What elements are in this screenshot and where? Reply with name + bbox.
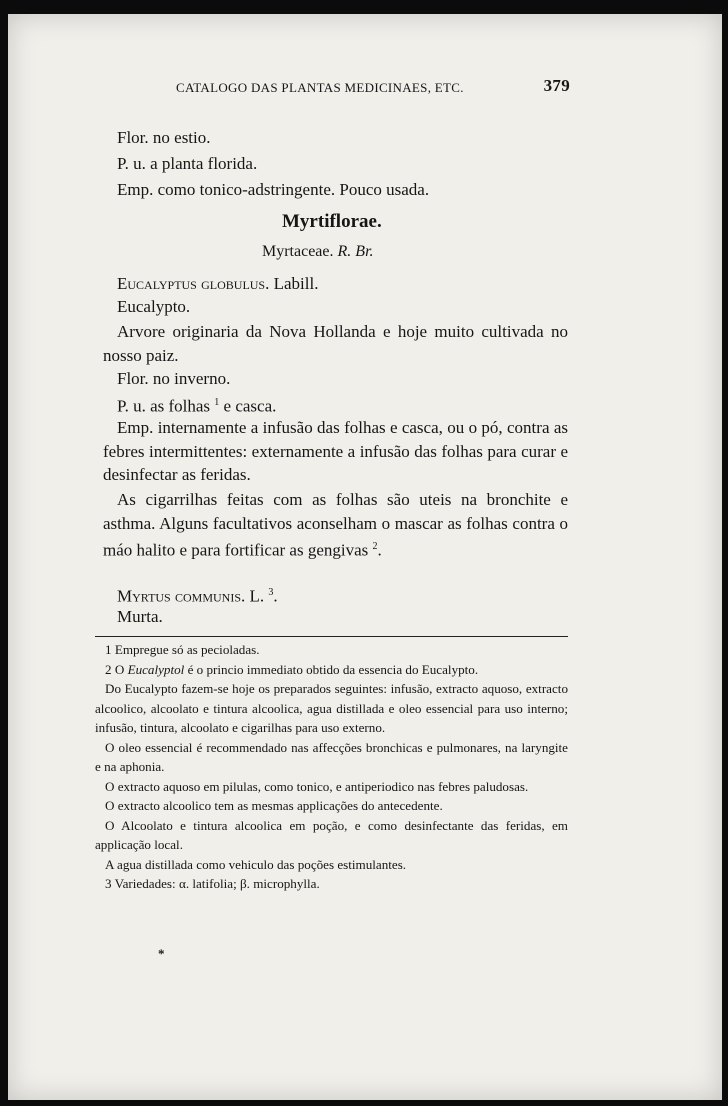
use-paragraph: Emp. internamente a infusão das folhas e casca, ou o pó, contra as febres intermittentes: externamente a infusão das folhas para curar e desinfectar as feridas.	[103, 418, 568, 484]
page-number: 379	[543, 76, 570, 95]
parts-used-line: P. u. a planta florida.	[117, 154, 258, 173]
footnote-paragraph: O extracto aquoso em pilulas, como tonico, e antiperiodico nas febres paludosas.	[105, 778, 529, 794]
footnote-ref-3: 3	[268, 587, 274, 598]
footnote-text: Variedades:	[114, 876, 176, 891]
family-author: R. Br.	[337, 243, 374, 260]
cigarette-end: .	[377, 540, 382, 560]
footnote-mark: 3	[105, 876, 112, 891]
species-eucalyptus	[117, 274, 318, 294]
common-name: Murta.	[117, 607, 163, 626]
order-heading: Myrtiflorae.	[282, 211, 382, 232]
variety-beta: β. microphylla.	[240, 876, 320, 891]
species-name: Myrtus communis.	[117, 586, 246, 606]
footnote-divider	[95, 636, 568, 637]
family-name: Myrtaceae.	[262, 243, 334, 260]
variety-alpha: α. latifolia;	[178, 876, 237, 891]
footnote-paragraph: O oleo essencial é recommendado nas affecções bronchicas e pulmonares, na laryngite e na aphonia.	[95, 739, 568, 774]
footnote-ref-1: 1	[214, 397, 220, 408]
footnotes	[95, 640, 568, 894]
use-line: Emp. como tonico-adstringente. Pouco usada.	[117, 180, 430, 199]
footnote-1	[95, 640, 568, 660]
footnote-mark: 1	[105, 642, 112, 657]
footnote-2	[95, 660, 568, 680]
footnote-paragraph: Do Eucalypto fazem-se hoje os preparados seguintes: infusão, extracto aquoso, extracto alcoolico, alcoolato e tintura alcoolica, agua distillada e oleo essencial para uso interno; infusão, tintura, alcoolato e cigarilhas para uso externo.	[95, 681, 568, 735]
footnote-text: Empregue só as pecioladas.	[114, 642, 260, 657]
cigarette-paragraph	[103, 488, 568, 562]
family-heading	[262, 242, 374, 262]
species-author: L.	[249, 586, 265, 606]
species-author: Labill.	[273, 274, 319, 293]
footnote-paragraph: A agua distillada como vehiculo das poções estimulantes.	[105, 856, 407, 872]
common-name: Eucalypto.	[117, 297, 191, 316]
cigarette-text: As cigarrilhas feitas com as folhas são uteis na bronchite e asthma. Alguns facultativos aconselham o mascar as folhas contra o máo halito e para fortificar as gengivas	[103, 490, 568, 560]
species-name: Eucalyptus globulus.	[117, 274, 270, 293]
ornament: *	[158, 946, 165, 961]
footnote-ref-2: 2	[372, 541, 378, 552]
footnote-text: O	[114, 661, 125, 677]
parts-used-text: P. u. as folhas	[117, 396, 211, 416]
species-end: .	[273, 586, 278, 606]
flowering-line: Flor. no inverno.	[117, 369, 231, 388]
flowering-line: Flor. no estio.	[117, 128, 211, 147]
footnote-paragraph: O extracto alcoolico tem as mesmas applicações do antecedente.	[105, 798, 443, 813]
parts-used-line	[117, 393, 276, 417]
parts-used-text-end: e casca.	[223, 396, 277, 416]
footnote-mark: 2	[105, 661, 112, 677]
species-myrtus	[117, 583, 278, 607]
description-paragraph: Arvore originaria da Nova Hollanda e hoje muito cultivada no nosso paiz.	[103, 322, 568, 365]
footnote-text: é o princio immediato obtido da essencia do Eucalypto.	[187, 661, 479, 677]
footnote-3	[95, 874, 568, 894]
footnote-paragraph: O Alcoolato e tintura alcoolica em poção, e como desinfectante das feridas, em applicação local.	[95, 817, 568, 852]
running-header	[170, 76, 570, 98]
header-title: CATALOGO DAS PLANTAS MEDICINAES, ETC.	[176, 80, 464, 95]
footnote-italic: Eucalyptol	[127, 661, 185, 677]
